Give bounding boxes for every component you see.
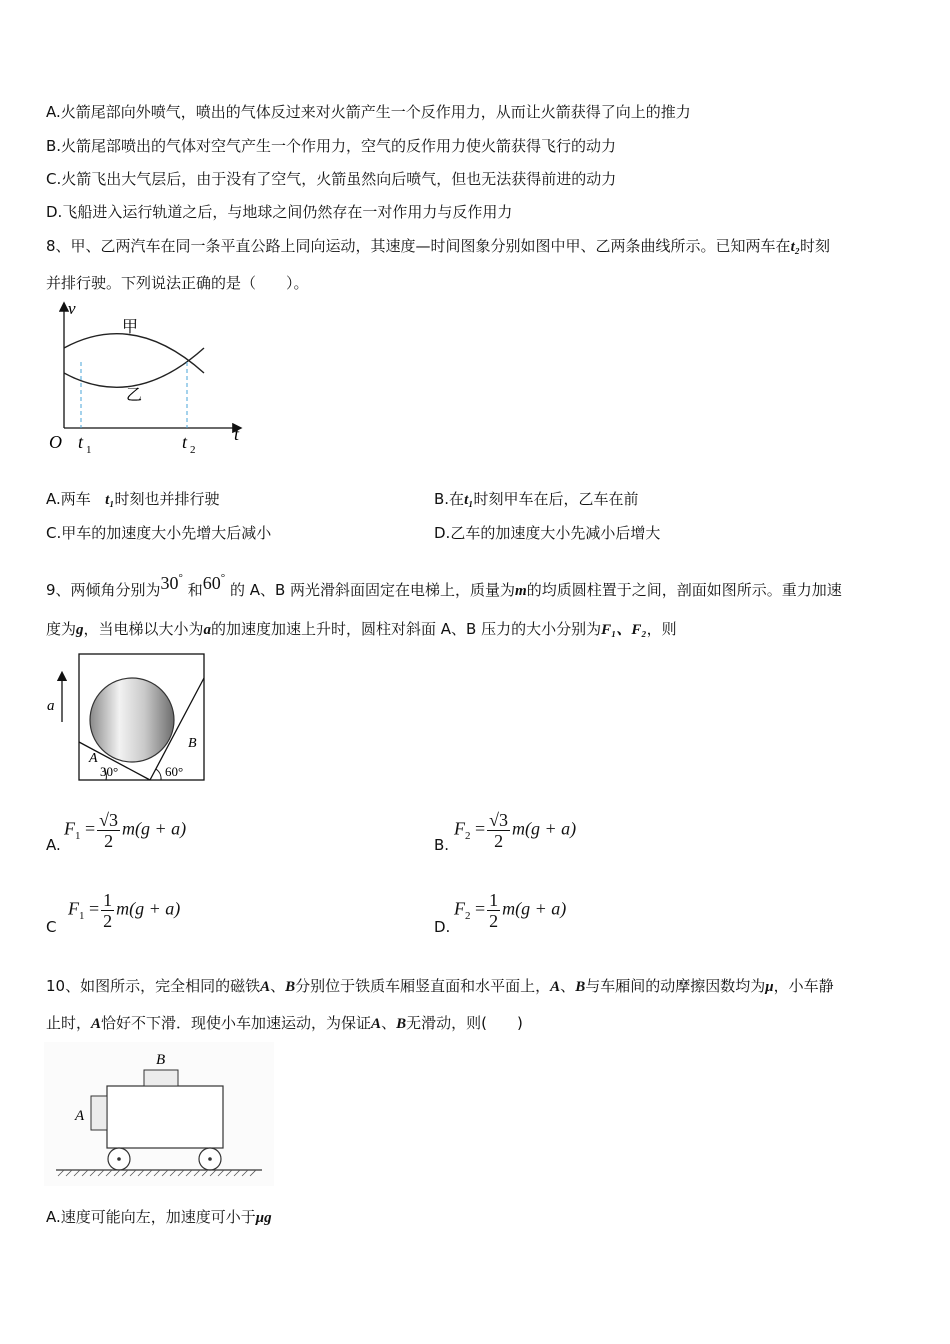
q9-degree-1: ° bbox=[178, 572, 183, 584]
q10-magnet-a3: A bbox=[91, 1016, 102, 1032]
q9-option-c-formula bbox=[68, 890, 180, 931]
q10-stem2-pre: 止时， bbox=[46, 1014, 92, 1032]
q10-magnet-b3: B bbox=[396, 1016, 407, 1032]
q10-stem2-end: 无滑动，则( ) bbox=[406, 1014, 523, 1032]
t2-subscript: 2 bbox=[190, 444, 196, 456]
magnet-b bbox=[144, 1070, 178, 1086]
q9-option-d-formula bbox=[454, 890, 566, 931]
q8-option-b-pre: B.在 bbox=[434, 490, 465, 508]
curve-yi bbox=[64, 348, 204, 387]
q7-option-d: D.飞船进入运行轨道之后，与地球之间仍然存在一对作用力与反作用力 bbox=[46, 203, 513, 221]
q10-sep3: 、 bbox=[381, 1014, 397, 1032]
q10-magnet-a4: A bbox=[371, 1016, 382, 1032]
q9-stem2-pre: 度为 bbox=[46, 620, 77, 638]
cylinder bbox=[90, 678, 174, 762]
q9-stem-end: 的均质圆柱置于之间，剖面如图所示。重力加速 bbox=[526, 581, 842, 599]
q9-stem2-mid: ，当电梯以大小为 bbox=[83, 620, 204, 638]
t1-label: t bbox=[78, 432, 84, 452]
q9-option-b-formula bbox=[454, 810, 576, 851]
equals: = bbox=[475, 898, 486, 919]
q10-stem2-mid: 恰好不下滑．现使小车加速运动，为保证 bbox=[101, 1014, 372, 1032]
q8-stem-t2: t₂ bbox=[790, 239, 800, 255]
q10-cart-figure bbox=[44, 1042, 276, 1188]
magnet-a bbox=[91, 1096, 107, 1130]
equals: = bbox=[475, 818, 486, 839]
q9-option-c-label: C bbox=[46, 918, 57, 936]
numerator: √3 bbox=[99, 810, 119, 830]
t-label: t bbox=[234, 424, 240, 444]
jia-label: 甲 bbox=[122, 319, 139, 336]
q8-vt-graph bbox=[44, 298, 254, 460]
denominator: 2 bbox=[104, 831, 114, 851]
q9-stem2-tail: ，则 bbox=[646, 620, 677, 638]
f-subscript: 1 bbox=[75, 830, 81, 843]
q9-m: m bbox=[515, 583, 527, 599]
f-symbol: F bbox=[68, 898, 79, 919]
q8-option-a-post: 时刻也并排行驶 bbox=[114, 490, 220, 508]
q8-option-c: C.甲车的加速度大小先增大后减小 bbox=[46, 524, 272, 542]
q10-option-a-text: A.速度可能向左，加速度可小于 bbox=[46, 1208, 256, 1226]
q9-angle-30: 30 bbox=[160, 573, 179, 593]
q8-stem-end: 时刻 bbox=[799, 237, 830, 255]
formula-tail: m(g + a) bbox=[122, 818, 187, 839]
fraction bbox=[97, 810, 120, 851]
fraction bbox=[101, 890, 114, 931]
q8-stem-line1 bbox=[46, 236, 830, 257]
q10-magnet-b2: B bbox=[575, 979, 586, 995]
q8-option-d: D.乙车的加速度大小先减小后增大 bbox=[434, 524, 661, 542]
q9-degree-2: ° bbox=[220, 572, 226, 584]
q10-sep2: 、 bbox=[560, 977, 576, 995]
f-symbol: F bbox=[64, 818, 75, 839]
q10-mu: μ bbox=[765, 979, 774, 995]
f-subscript: 2 bbox=[465, 830, 471, 843]
angle-30-label: 30° bbox=[100, 764, 119, 779]
cart-body bbox=[107, 1086, 223, 1148]
f-symbol: F bbox=[454, 818, 465, 839]
fraction bbox=[487, 890, 500, 931]
curve-jia bbox=[64, 334, 204, 373]
q10-option-a bbox=[46, 1207, 272, 1228]
q9-a: a bbox=[203, 622, 212, 638]
q10-option-a-mug: μg bbox=[255, 1210, 272, 1226]
q7-option-c: C.火箭飞出大气层后，由于没有了空气，火箭虽然向后喷气，但也无法获得前进的动力 bbox=[46, 170, 617, 188]
q10-stem-mid: 分别位于铁质车厢竖直面和水平面上， bbox=[295, 977, 551, 995]
q9-option-b-label: B. bbox=[434, 836, 450, 854]
f-subscript: 1 bbox=[79, 910, 85, 923]
numerator: 1 bbox=[103, 890, 113, 910]
q10-magnet-b: B bbox=[285, 979, 296, 995]
incline-a-label: A bbox=[89, 751, 98, 766]
f-symbol: F bbox=[454, 898, 465, 919]
yi-label: 乙 bbox=[126, 387, 143, 404]
q9-stem-mid: 的 A、B 两光滑斜面固定在电梯上，质量为 bbox=[229, 581, 516, 599]
q10-stem-line1 bbox=[46, 976, 834, 997]
v-label: v bbox=[68, 299, 76, 318]
q8-option-a bbox=[46, 489, 220, 510]
t2-label: t bbox=[182, 432, 188, 452]
q9-elevator-figure bbox=[44, 650, 210, 784]
q9-and: 和 bbox=[187, 581, 203, 599]
q9-stem2-end: 的加速度加速上升时，圆柱对斜面 A、B 压力的大小分别为 bbox=[211, 620, 602, 638]
formula-tail: m(g + a) bbox=[502, 898, 567, 919]
q10-stem-pre: 10、如图所示，完全相同的磁铁 bbox=[46, 977, 261, 995]
angle-arc-60 bbox=[156, 769, 161, 780]
numerator: 1 bbox=[489, 890, 499, 910]
q9-stem-line2 bbox=[46, 619, 677, 640]
q10-magnet-a2: A bbox=[550, 979, 561, 995]
equals: = bbox=[85, 818, 96, 839]
q10-sep: 、 bbox=[270, 977, 286, 995]
q7-option-a: A.火箭尾部向外喷气，喷出的气体反过来对火箭产生一个反作用力，从而让火箭获得了向上的推力 bbox=[46, 103, 691, 121]
q9-option-a-formula bbox=[64, 810, 186, 851]
numerator: √3 bbox=[489, 810, 509, 830]
fraction bbox=[487, 810, 510, 851]
equals: = bbox=[89, 898, 100, 919]
q7-option-b: B.火箭尾部喷出的气体对空气产生一个作用力，空气的反作用力使火箭获得飞行的动力 bbox=[46, 137, 617, 155]
f-subscript: 2 bbox=[465, 910, 471, 923]
q10-magnet-a: A bbox=[260, 979, 271, 995]
denominator: 2 bbox=[489, 911, 499, 931]
q9-stem-pre: 9、两倾角分别为 bbox=[46, 581, 161, 599]
q8-stem-line2: 并排行驶。下列说法正确的是（ ）。 bbox=[46, 274, 309, 292]
q9-forces: F₁、F₂ bbox=[601, 622, 647, 638]
origin-label: O bbox=[49, 432, 62, 452]
q9-g: g bbox=[76, 622, 84, 638]
acceleration-label: a bbox=[47, 698, 55, 714]
q8-option-b-post: 时刻甲车在后，乙车在前 bbox=[473, 490, 639, 508]
q10-stem-mid2: 与车厢间的动摩擦因数均为 bbox=[585, 977, 766, 995]
magnet-b-label: B bbox=[156, 1052, 166, 1068]
denominator: 2 bbox=[103, 911, 113, 931]
denominator: 2 bbox=[494, 831, 504, 851]
q10-stem-line2 bbox=[46, 1013, 523, 1034]
q9-angle-60: 60 bbox=[202, 573, 221, 593]
q8-stem-text: 8、甲、乙两汽车在同一条平直公路上同向运动，其速度—时间图象分别如图中甲、乙两条曲线所示。已知两车在 bbox=[46, 237, 791, 255]
q8-option-b-t1: t₁ bbox=[464, 492, 474, 508]
t1-subscript: 1 bbox=[86, 444, 92, 456]
incline-b-label: B bbox=[188, 736, 197, 751]
q8-option-b bbox=[434, 489, 638, 510]
q10-stem-end: ，小车静 bbox=[773, 977, 834, 995]
angle-60-label: 60° bbox=[165, 764, 184, 779]
formula-tail: m(g + a) bbox=[116, 898, 181, 919]
q9-option-a-label: A. bbox=[46, 836, 61, 854]
q9-stem-line1 bbox=[46, 566, 842, 603]
q9-option-d-label: D. bbox=[434, 918, 451, 936]
magnet-a-label: A bbox=[75, 1108, 85, 1124]
q8-option-a-pre: A.两车 bbox=[46, 490, 91, 508]
formula-tail: m(g + a) bbox=[512, 818, 577, 839]
q8-option-a-t1: t₁ bbox=[105, 492, 115, 508]
